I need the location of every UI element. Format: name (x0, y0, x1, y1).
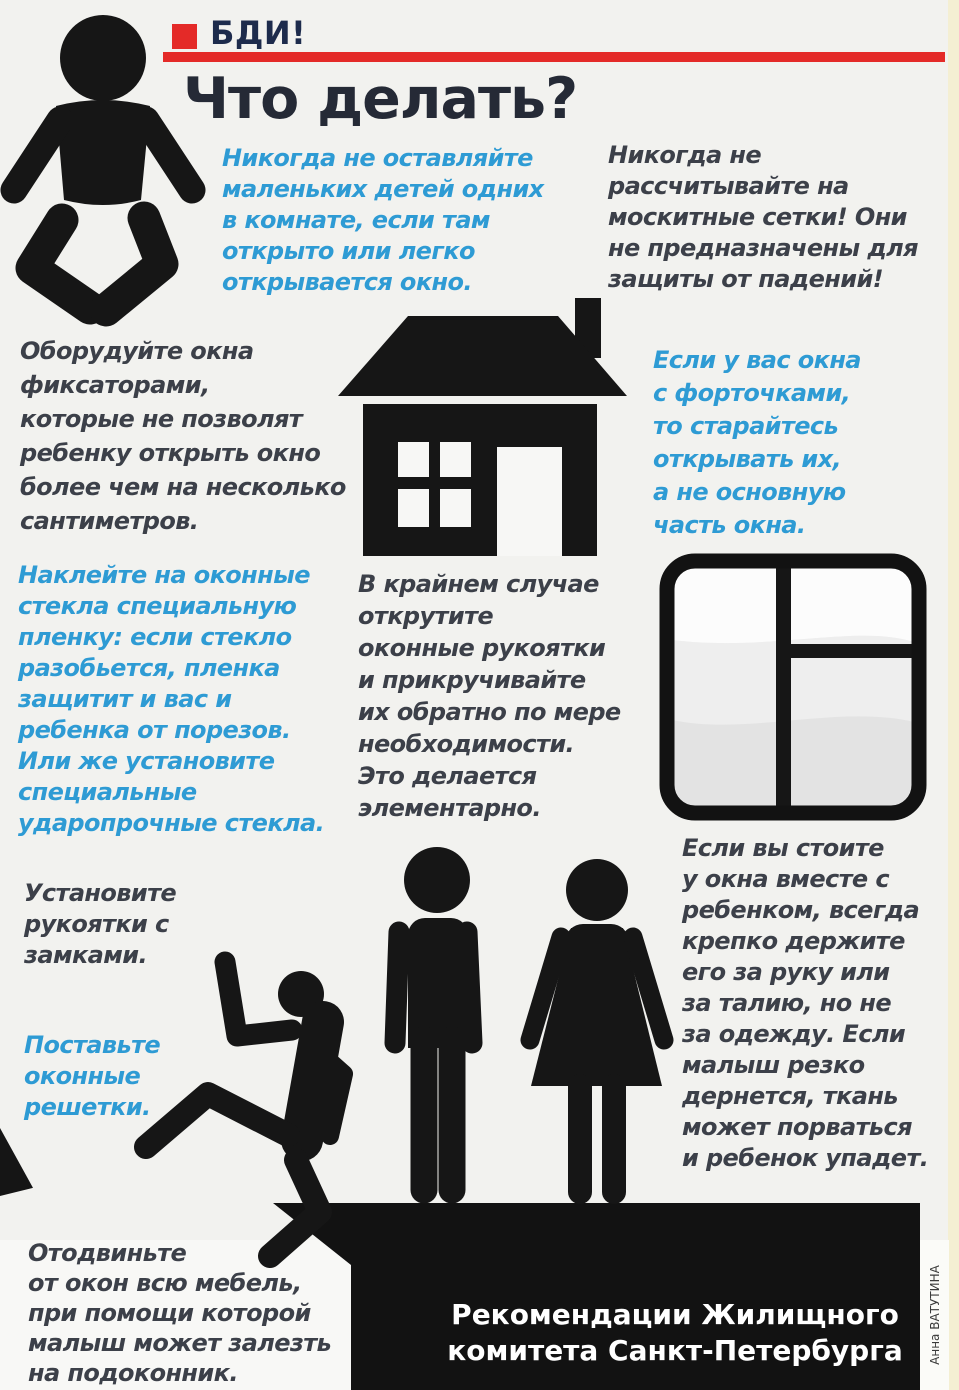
man-figure-icon (395, 847, 472, 1190)
credit-author: Анна ВАТУТИНА (927, 1265, 942, 1365)
header-rule (163, 52, 945, 62)
credit-strip (920, 1240, 949, 1390)
kicker-label: БДИ! (210, 14, 307, 52)
text-fixators: Оборудуйте окна фиксаторами, которые не позволят ребенку открыть окно более чем на несколько сантиметров. (20, 337, 346, 535)
text-lock-handles: Установите рукоятки с замками. (24, 879, 177, 969)
kicker-bullet-square (172, 24, 197, 49)
text-move-furniture: Отодвиньте от окон всю мебель, при помощи которой малыш может залезть на подоконник. (28, 1239, 332, 1387)
text-never-leave: Никогда не оставляйте маленьких детей одних в комнате, если там открыто или легко открывается окно. (222, 144, 544, 296)
text-fortochki: Если у вас окна с форточками, то старайтесь открывать их, а не основную часть окна. (653, 346, 861, 539)
woman-figure-icon (530, 859, 664, 1192)
text-hold-child: Если вы стоите у окна вместе с ребенком, всегда крепко держите его за руку или за талию, но не за одежду. Если малыш резко дернется, ткань может порваться и ребенок упадет. (682, 834, 929, 1172)
parents-figures (360, 840, 690, 1205)
page-title: Что делать? (183, 66, 578, 132)
text-protective-film: Наклейте на оконные стекла специальную пленку: если стекло разобьется, пленка защитит и вас и ребенка от порезов. Или же установите специальные ударопрочные стекла. (18, 561, 325, 837)
text-mosquito-nets: Никогда не рассчитывайте на москитные сетки! Они не предназначены для защиты от падений! (608, 141, 918, 293)
text-remove-handles: В крайнем случае открутите оконные рукоятки и прикручивайте их обратно по мере необходимости. Это делается элементарно. (358, 570, 621, 822)
footer-recommendation: Рекомендации Жилищного комитета Санкт-Петербурга (447, 1298, 903, 1367)
text-window-grates: Поставьте оконные решетки. (24, 1031, 161, 1121)
